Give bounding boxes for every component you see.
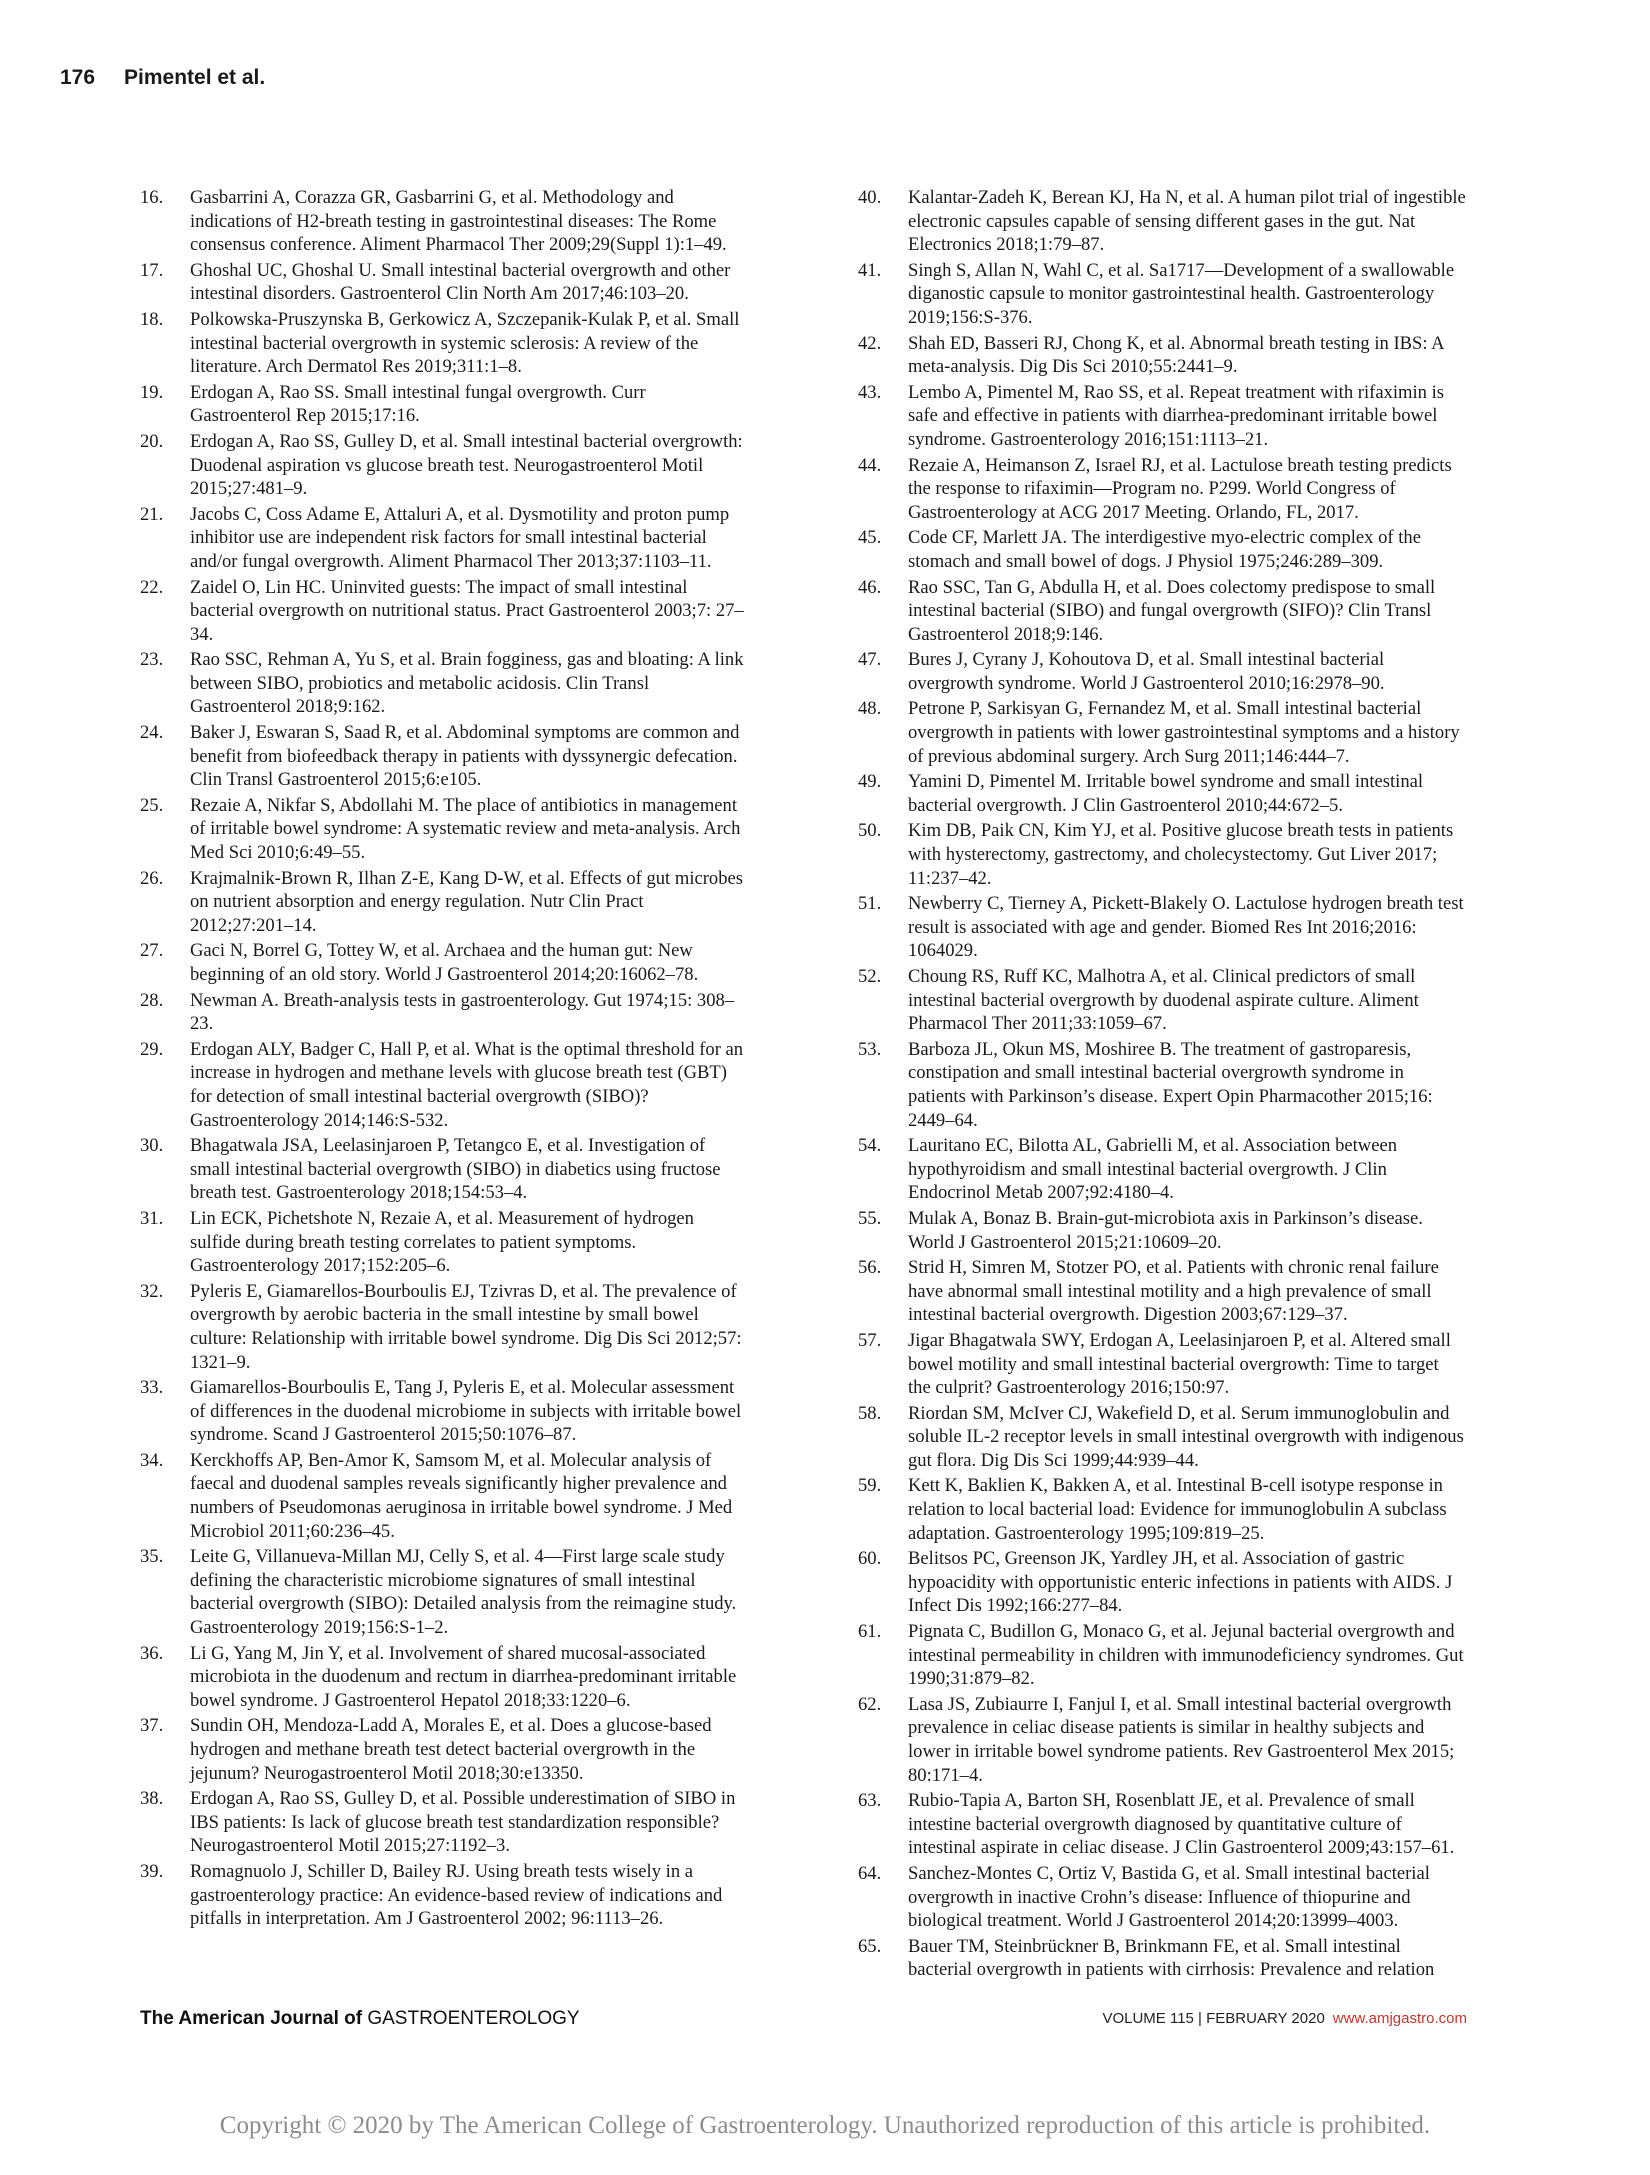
reference-text: Lauritano EC, Bilotta AL, Gabrielli M, et al. Association between hypothyroidism and small intestinal bacterial overgrowth. J Clin Endocrinol Metab 2007;92:4180–4.: [908, 1135, 1398, 1204]
reference-number: 47.: [858, 649, 882, 671]
reference-text: Belitsos PC, Greenson JK, Yardley JH, et al. Association of gastric hypoacidity with opportunistic enteric infections in patients with AIDS. J Infect Dis 1992;166:277–84.: [908, 1548, 1453, 1617]
reference-item: [858, 1474, 1466, 1545]
reference-item: [140, 430, 748, 501]
reference-item: [140, 989, 748, 1036]
references-right-column: [858, 186, 1466, 1984]
reference-item: [858, 381, 1466, 452]
reference-number: 37.: [140, 1715, 164, 1737]
reference-item: [858, 1547, 1466, 1618]
reference-text: Zaidel O, Lin HC. Uninvited guests: The impact of small intestinal bacterial overgrowth on nutritional status. Pract Gastroenterol 2003;7: 27–34.: [190, 576, 744, 645]
reference-number: 26.: [140, 867, 164, 889]
reference-number: 40.: [858, 187, 882, 208]
references-left-column: [140, 186, 748, 1933]
reference-text: Bhagatwala JSA, Leelasinjaroen P, Tetangco E, et al. Investigation of small intestinal bacterial overgrowth (SIBO) in diabetics using fructose breath test. Gastroenterology 2018;154:53–4.: [190, 1135, 721, 1204]
reference-text: Singh S, Allan N, Wahl C, et al. Sa1717—Development of a swallowable diganostic capsule to monitor gastrointestinal health. Gastroenterology 2019;156:S-376.: [908, 259, 1455, 328]
reference-number: 23.: [140, 649, 164, 671]
reference-text: Petrone P, Sarkisyan G, Fernandez M, et al. Small intestinal bacterial overgrowth in patients with lower gastrointestinal symptoms and a history of previous abdominal surgery. Arch Surg 2011;146:444–7.: [908, 698, 1460, 767]
reference-item: [858, 697, 1466, 768]
reference-number: 50.: [858, 820, 882, 842]
reference-number: 48.: [858, 698, 882, 720]
reference-number: 33.: [140, 1377, 164, 1399]
journal-website-link[interactable]: www.amjgastro.com: [1332, 2010, 1467, 2027]
reference-item: [858, 186, 1466, 257]
reference-text: Gasbarrini A, Corazza GR, Gasbarrini G, et al. Methodology and indications of H2-breath testing in gastrointestinal diseases: The Rome consensus conference. Aliment Pharmacol Ther 2009;29(Suppl 1):1–49.: [190, 187, 727, 256]
reference-number: 42.: [858, 332, 882, 354]
reference-number: 27.: [140, 940, 164, 962]
reference-number: 52.: [858, 966, 882, 987]
reference-item: [140, 1207, 748, 1278]
reference-item: [140, 1642, 748, 1713]
reference-item: [858, 1134, 1466, 1205]
reference-text: Erdogan A, Rao SS, Gulley D, et al. Small intestinal bacterial overgrowth: Duodenal aspiration vs glucose breath test. Neurogastroenterol Motil 2015;27:481–9.: [190, 430, 743, 500]
reference-item: [858, 1693, 1466, 1787]
reference-text: Kerckhoffs AP, Ben-Amor K, Samsom M, et al. Molecular analysis of faecal and duodenal samples reveals significantly higher prevalence and numbers of Pseudomonas aeruginosa in irritable bowel syndrome. J Med Microbiol 2011;60:236–45.: [190, 1449, 733, 1542]
reference-item: [858, 648, 1466, 695]
reference-text: Lasa JS, Zubiaurre I, Fanjul I, et al. Small intestinal bacterial overgrowth prevalence in celiac disease patients is similar in healthy subjects and lower in irritable bowel syndrome patients. Rev Gastroenterol Mex 2015; 80:171–4.: [908, 1693, 1455, 1786]
reference-item: [858, 1038, 1466, 1132]
reference-item: [858, 526, 1466, 573]
reference-item: [858, 965, 1466, 1036]
reference-text: Newberry C, Tierney A, Pickett-Blakely O. Lactulose hydrogen breath test result is associated with age and gender. Biomed Res Int 2016;2016: 1064029.: [908, 893, 1464, 962]
reference-item: [140, 1449, 748, 1543]
reference-item: [858, 332, 1466, 379]
reference-number: 43.: [858, 381, 882, 403]
journal-prefix: The American Journal of: [140, 2008, 363, 2029]
running-head-authors: Pimentel et al.: [124, 66, 266, 89]
reference-text: Rezaie A, Nikfar S, Abdollahi M. The place of antibiotics in management of irritable bowel syndrome: A systematic review and meta-analysis. Arch Med Sci 2010;6:49–55.: [190, 794, 741, 864]
reference-text: Polkowska-Pruszynska B, Gerkowicz A, Szczepanik-Kulak P, et al. Small intestinal bacterial overgrowth in systemic sclerosis: A review of the literature. Arch Dermatol Res 2019;311:1–8.: [190, 308, 740, 378]
reference-number: 21.: [140, 503, 164, 525]
reference-text: Kalantar-Zadeh K, Berean KJ, Ha N, et al. A human pilot trial of ingestible electronic capsules capable of sensing different gases in the gut. Nat Electronics 2018;1:79–87.: [908, 187, 1466, 256]
reference-number: 19.: [140, 381, 164, 403]
reference-item: [858, 1256, 1466, 1327]
reference-number: 18.: [140, 308, 164, 330]
reference-text: Pyleris E, Giamarellos-Bourboulis EJ, Tzivras D, et al. The prevalence of overgrowth by aerobic bacteria in the small intestine by small bowel culture: Relationship with irritable bowel syndrome. Dig Dis Sci 2012;57: 1321–9.: [190, 1280, 742, 1373]
reference-item: [140, 186, 748, 257]
reference-text: Baker J, Eswaran S, Saad R, et al. Abdominal symptoms are common and benefit from biofeedback therapy in patients with dyssynergic defecation. Clin Transl Gastroenterol 2015;6:e105.: [190, 722, 740, 791]
reference-item: [858, 819, 1466, 890]
reference-text: Strid H, Simren M, Stotzer PO, et al. Patients with chronic renal failure have abnormal small intestinal motility and a high prevalence of small intestinal bacterial overgrowth. Digestion 2003;67:129–37.: [908, 1257, 1439, 1326]
reference-text: Krajmalnik-Brown R, Ilhan Z-E, Kang D-W, et al. Effects of gut microbes on nutrient absorption and energy regulation. Nutr Clin Pract 2012;27:201–14.: [190, 867, 744, 936]
reference-text: Erdogan A, Rao SS. Small intestinal fungal overgrowth. Curr Gastroenterol Rep 2015;17:16.: [190, 381, 646, 427]
reference-text: Mulak A, Bonaz B. Brain-gut-microbiota axis in Parkinson’s disease. World J Gastroenterol 2015;21:10609–20.: [908, 1207, 1423, 1253]
reference-item: [140, 1376, 748, 1447]
reference-number: 56.: [858, 1257, 882, 1279]
reference-number: 61.: [858, 1621, 882, 1643]
reference-text: Rao SSC, Tan G, Abdulla H, et al. Does colectomy predispose to small intestinal bacterial (SIBO) and fungal overgrowth (SIFO)? Clin Transl Gastroenterol 2018;9:146.: [908, 576, 1436, 645]
reference-number: 51.: [858, 893, 882, 915]
running-head: [60, 66, 265, 90]
page-number: 176: [60, 66, 96, 89]
reference-item: [140, 721, 748, 792]
reference-number: 55.: [858, 1207, 882, 1229]
reference-number: 60.: [858, 1548, 882, 1570]
reference-number: 45.: [858, 527, 882, 549]
reference-item: [858, 1620, 1466, 1691]
reference-item: [140, 1787, 748, 1858]
journal-name: GASTROENTEROLOGY: [367, 2008, 580, 2029]
reference-text: Li G, Yang M, Jin Y, et al. Involvement of shared mucosal-associated microbiota in the duodenum and rectum in diarrhea-predominant irritable bowel syndrome. J Gastroenterol Hepatol 2018;33:1220–6.: [190, 1642, 737, 1711]
reference-item: [140, 503, 748, 574]
reference-text: Rezaie A, Heimanson Z, Israel RJ, et al. Lactulose breath testing predicts the response to rifaximin—Program no. P299. World Congress of Gastroenterology at ACG 2017 Meeting. Orlando, FL, 2017.: [908, 454, 1452, 523]
reference-text: Bauer TM, Steinbrückner B, Brinkmann FE, et al. Small intestinal bacterial overgrowth in patients with cirrhosis: Prevalence and relation: [908, 1935, 1435, 1981]
reference-item: [140, 1545, 748, 1639]
reference-item: [140, 794, 748, 865]
reference-number: 20.: [140, 430, 164, 452]
reference-number: 29.: [140, 1038, 164, 1060]
reference-text: Code CF, Marlett JA. The interdigestive myo-electric complex of the stomach and small bowel of dogs. J Physiol 1975;246:289–309.: [908, 527, 1421, 572]
reference-item: [140, 381, 748, 428]
reference-number: 36.: [140, 1642, 164, 1664]
reference-number: 53.: [858, 1038, 882, 1060]
reference-text: Choung RS, Ruff KC, Malhotra A, et al. Clinical predictors of small intestinal bacterial overgrowth by duodenal aspirate culture. Aliment Pharmacol Ther 2011;33:1059–67.: [908, 966, 1419, 1035]
reference-item: [858, 1329, 1466, 1400]
reference-number: 59.: [858, 1475, 882, 1497]
reference-text: Riordan SM, McIver CJ, Wakefield D, et al. Serum immunoglobulin and soluble IL-2 receptor levels in small intestinal overgrowth with indigenous gut flora. Dig Dis Sci 1999;44:939–44.: [908, 1402, 1464, 1471]
reference-number: 54.: [858, 1135, 882, 1157]
reference-number: 62.: [858, 1693, 882, 1715]
reference-number: 58.: [858, 1402, 882, 1424]
reference-number: 41.: [858, 259, 882, 281]
volume-info: VOLUME 115 | FEBRUARY 2020: [1102, 2010, 1325, 2027]
reference-number: 30.: [140, 1135, 164, 1157]
reference-text: Giamarellos-Bourboulis E, Tang J, Pyleris E, et al. Molecular assessment of differences in the duodenal microbiome in subjects with irritable bowel syndrome. Scand J Gastroenterol 2015;50:1076–87.: [190, 1377, 742, 1446]
reference-item: [858, 1789, 1466, 1860]
reference-number: 16.: [140, 187, 164, 208]
reference-item: [140, 1038, 748, 1132]
reference-number: 24.: [140, 722, 164, 744]
reference-item: [140, 939, 748, 986]
reference-number: 46.: [858, 576, 882, 598]
reference-item: [140, 576, 748, 647]
reference-item: [140, 1714, 748, 1785]
reference-item: [140, 648, 748, 719]
reference-text: Barboza JL, Okun MS, Moshiree B. The treatment of gastroparesis, constipation and small intestinal bacterial overgrowth syndrome in patients with Parkinson’s disease. Expert Opin Pharmacother 2015;16: 2449–64.: [908, 1038, 1433, 1131]
reference-number: 25.: [140, 794, 164, 816]
reference-text: Erdogan A, Rao SS, Gulley D, et al. Possible underestimation of SIBO in IBS patients: Is lack of glucose breath test standardization responsible? Neurogastroenterol Motil 2015;27:1192–3.: [190, 1788, 736, 1857]
reference-item: [858, 1402, 1466, 1473]
reference-text: Erdogan ALY, Badger C, Hall P, et al. What is the optimal threshold for an increase in hydrogen and methane levels with glucose breath test (GBT) for detection of small intestinal bacterial overgrowth (SIBO)? Gastroenterology 2014;146:S-532.: [190, 1038, 744, 1131]
reference-item: [858, 1862, 1466, 1933]
footer-volume: [1102, 2010, 1467, 2027]
reference-number: 65.: [858, 1935, 882, 1957]
reference-number: 64.: [858, 1862, 882, 1884]
reference-number: 39.: [140, 1860, 164, 1882]
reference-text: Yamini D, Pimentel M. Irritable bowel syndrome and small intestinal bacterial overgrowth. J Clin Gastroenterol 2010;44:672–5.: [908, 771, 1424, 816]
reference-number: 22.: [140, 576, 164, 598]
reference-item: [140, 259, 748, 306]
reference-text: Kett K, Baklien K, Bakken A, et al. Intestinal B-cell isotype response in relation to local bacterial load: Evidence for immunoglobulin A subclass adaptation. Gastroenterology 1995;109:819–25.: [908, 1475, 1447, 1544]
reference-text: Sundin OH, Mendoza-Ladd A, Morales E, et al. Does a glucose-based hydrogen and methane breath test detect bacterial overgrowth in the jejunum? Neurogastroenterol Motil 2018;30:e13350.: [190, 1715, 712, 1784]
reference-item: [140, 1134, 748, 1205]
reference-text: Lin ECK, Pichetshote N, Rezaie A, et al. Measurement of hydrogen sulfide during breath testing correlates to patient symptoms. Gastroenterology 2017;152:205–6.: [190, 1207, 694, 1277]
footer-journal-title: [140, 2008, 580, 2030]
reference-number: 44.: [858, 454, 882, 476]
reference-number: 63.: [858, 1790, 882, 1812]
reference-text: Bures J, Cyrany J, Kohoutova D, et al. Small intestinal bacterial overgrowth syndrome. World J Gastroenterol 2010;16:2978–90.: [908, 649, 1385, 694]
reference-item: [858, 259, 1466, 330]
reference-text: Leite G, Villanueva-Millan MJ, Celly S, et al. 4—First large scale study defining the characteristic microbiome signatures of small intestinal bacterial overgrowth (SIBO): Detailed analysis from the reimagine study. Gastroenterology 2019;156:S-1–2.: [190, 1546, 737, 1639]
reference-text: Gaci N, Borrel G, Tottey W, et al. Archaea and the human gut: New beginning of an old story. World J Gastroenterol 2014;20:16062–78.: [190, 940, 699, 985]
reference-text: Jacobs C, Coss Adame E, Attaluri A, et al. Dysmotility and proton pump inhibitor use are independent risk factors for small intestinal bacterial and/or fungal overgrowth. Aliment Pharmacol Ther 2013;37:1103–11.: [190, 503, 730, 572]
reference-number: 57.: [858, 1329, 882, 1351]
reference-text: Ghoshal UC, Ghoshal U. Small intestinal bacterial overgrowth and other intestinal disorders. Gastroenterol Clin North Am 2017;46:103–20.: [190, 259, 731, 305]
reference-text: Pignata C, Budillon G, Monaco G, et al. Jejunal bacterial overgrowth and intestinal permeability in children with immunodeficiency syndromes. Gut 1990;31:879–82.: [908, 1621, 1464, 1690]
reference-number: 34.: [140, 1449, 164, 1471]
reference-number: 32.: [140, 1280, 164, 1302]
reference-item: [858, 454, 1466, 525]
reference-text: Jigar Bhagatwala SWY, Erdogan A, Leelasinjaroen P, et al. Altered small bowel motility and small intestinal bacterial overgrowth: Time to target the culprit? Gastroenterology 2016;150:97.: [908, 1329, 1451, 1399]
reference-item: [858, 576, 1466, 647]
reference-item: [858, 1207, 1466, 1254]
reference-text: Newman A. Breath-analysis tests in gastroenterology. Gut 1974;15: 308–23.: [190, 989, 735, 1035]
reference-number: 38.: [140, 1788, 164, 1810]
reference-text: Romagnuolo J, Schiller D, Bailey RJ. Using breath tests wisely in a gastroenterology practice: An evidence-based review of indications and pitfalls in interpretation. Am J Gastroenterol 2002; 96:1113–26.: [190, 1860, 723, 1930]
reference-text: Shah ED, Basseri RJ, Chong K, et al. Abnormal breath testing in IBS: A meta-analysis. Dig Dis Sci 2010;55:2441–9.: [908, 332, 1444, 378]
reference-number: 49.: [858, 771, 882, 793]
reference-number: 35.: [140, 1546, 164, 1568]
reference-number: 17.: [140, 259, 164, 281]
reference-item: [140, 1860, 748, 1931]
reference-number: 31.: [140, 1207, 164, 1229]
copyright-notice: Copyright © 2020 by The American College of Gastroenterology. Unauthorized reproduction of this article is prohibited.: [219, 2112, 1431, 2139]
reference-text: Rubio-Tapia A, Barton SH, Rosenblatt JE, et al. Prevalence of small intestine bacterial overgrowth diagnosed by quantitative culture of intestinal aspirate in celiac disease. J Clin Gastroenterol 2009;43:157–61.: [908, 1790, 1455, 1859]
reference-item: [140, 308, 748, 379]
reference-item: [858, 770, 1466, 817]
reference-item: [858, 892, 1466, 963]
reference-item: [140, 867, 748, 938]
reference-item: [140, 1280, 748, 1374]
reference-text: Sanchez-Montes C, Ortiz V, Bastida G, et al. Small intestinal bacterial overgrowth in inactive Crohn’s disease: Influence of thiopurine and biological treatment. World J Gastroenterol 2014;20:13999–4003.: [908, 1862, 1430, 1932]
reference-text: Rao SSC, Rehman A, Yu S, et al. Brain fogginess, gas and bloating: A link between SIBO, probiotics and metabolic acidosis. Clin Transl Gastroenterol 2018;9:162.: [190, 649, 744, 718]
reference-text: Lembo A, Pimentel M, Rao SS, et al. Repeat treatment with rifaximin is safe and effective in patients with diarrhea-predominant irritable bowel syndrome. Gastroenterology 2016;151:1113–21.: [908, 381, 1445, 450]
reference-number: 28.: [140, 989, 164, 1011]
reference-item: [858, 1935, 1466, 1982]
reference-text: Kim DB, Paik CN, Kim YJ, et al. Positive glucose breath tests in patients with hysterectomy, gastrectomy, and cholecystectomy. Gut Liver 2017; 11:237–42.: [908, 820, 1454, 889]
